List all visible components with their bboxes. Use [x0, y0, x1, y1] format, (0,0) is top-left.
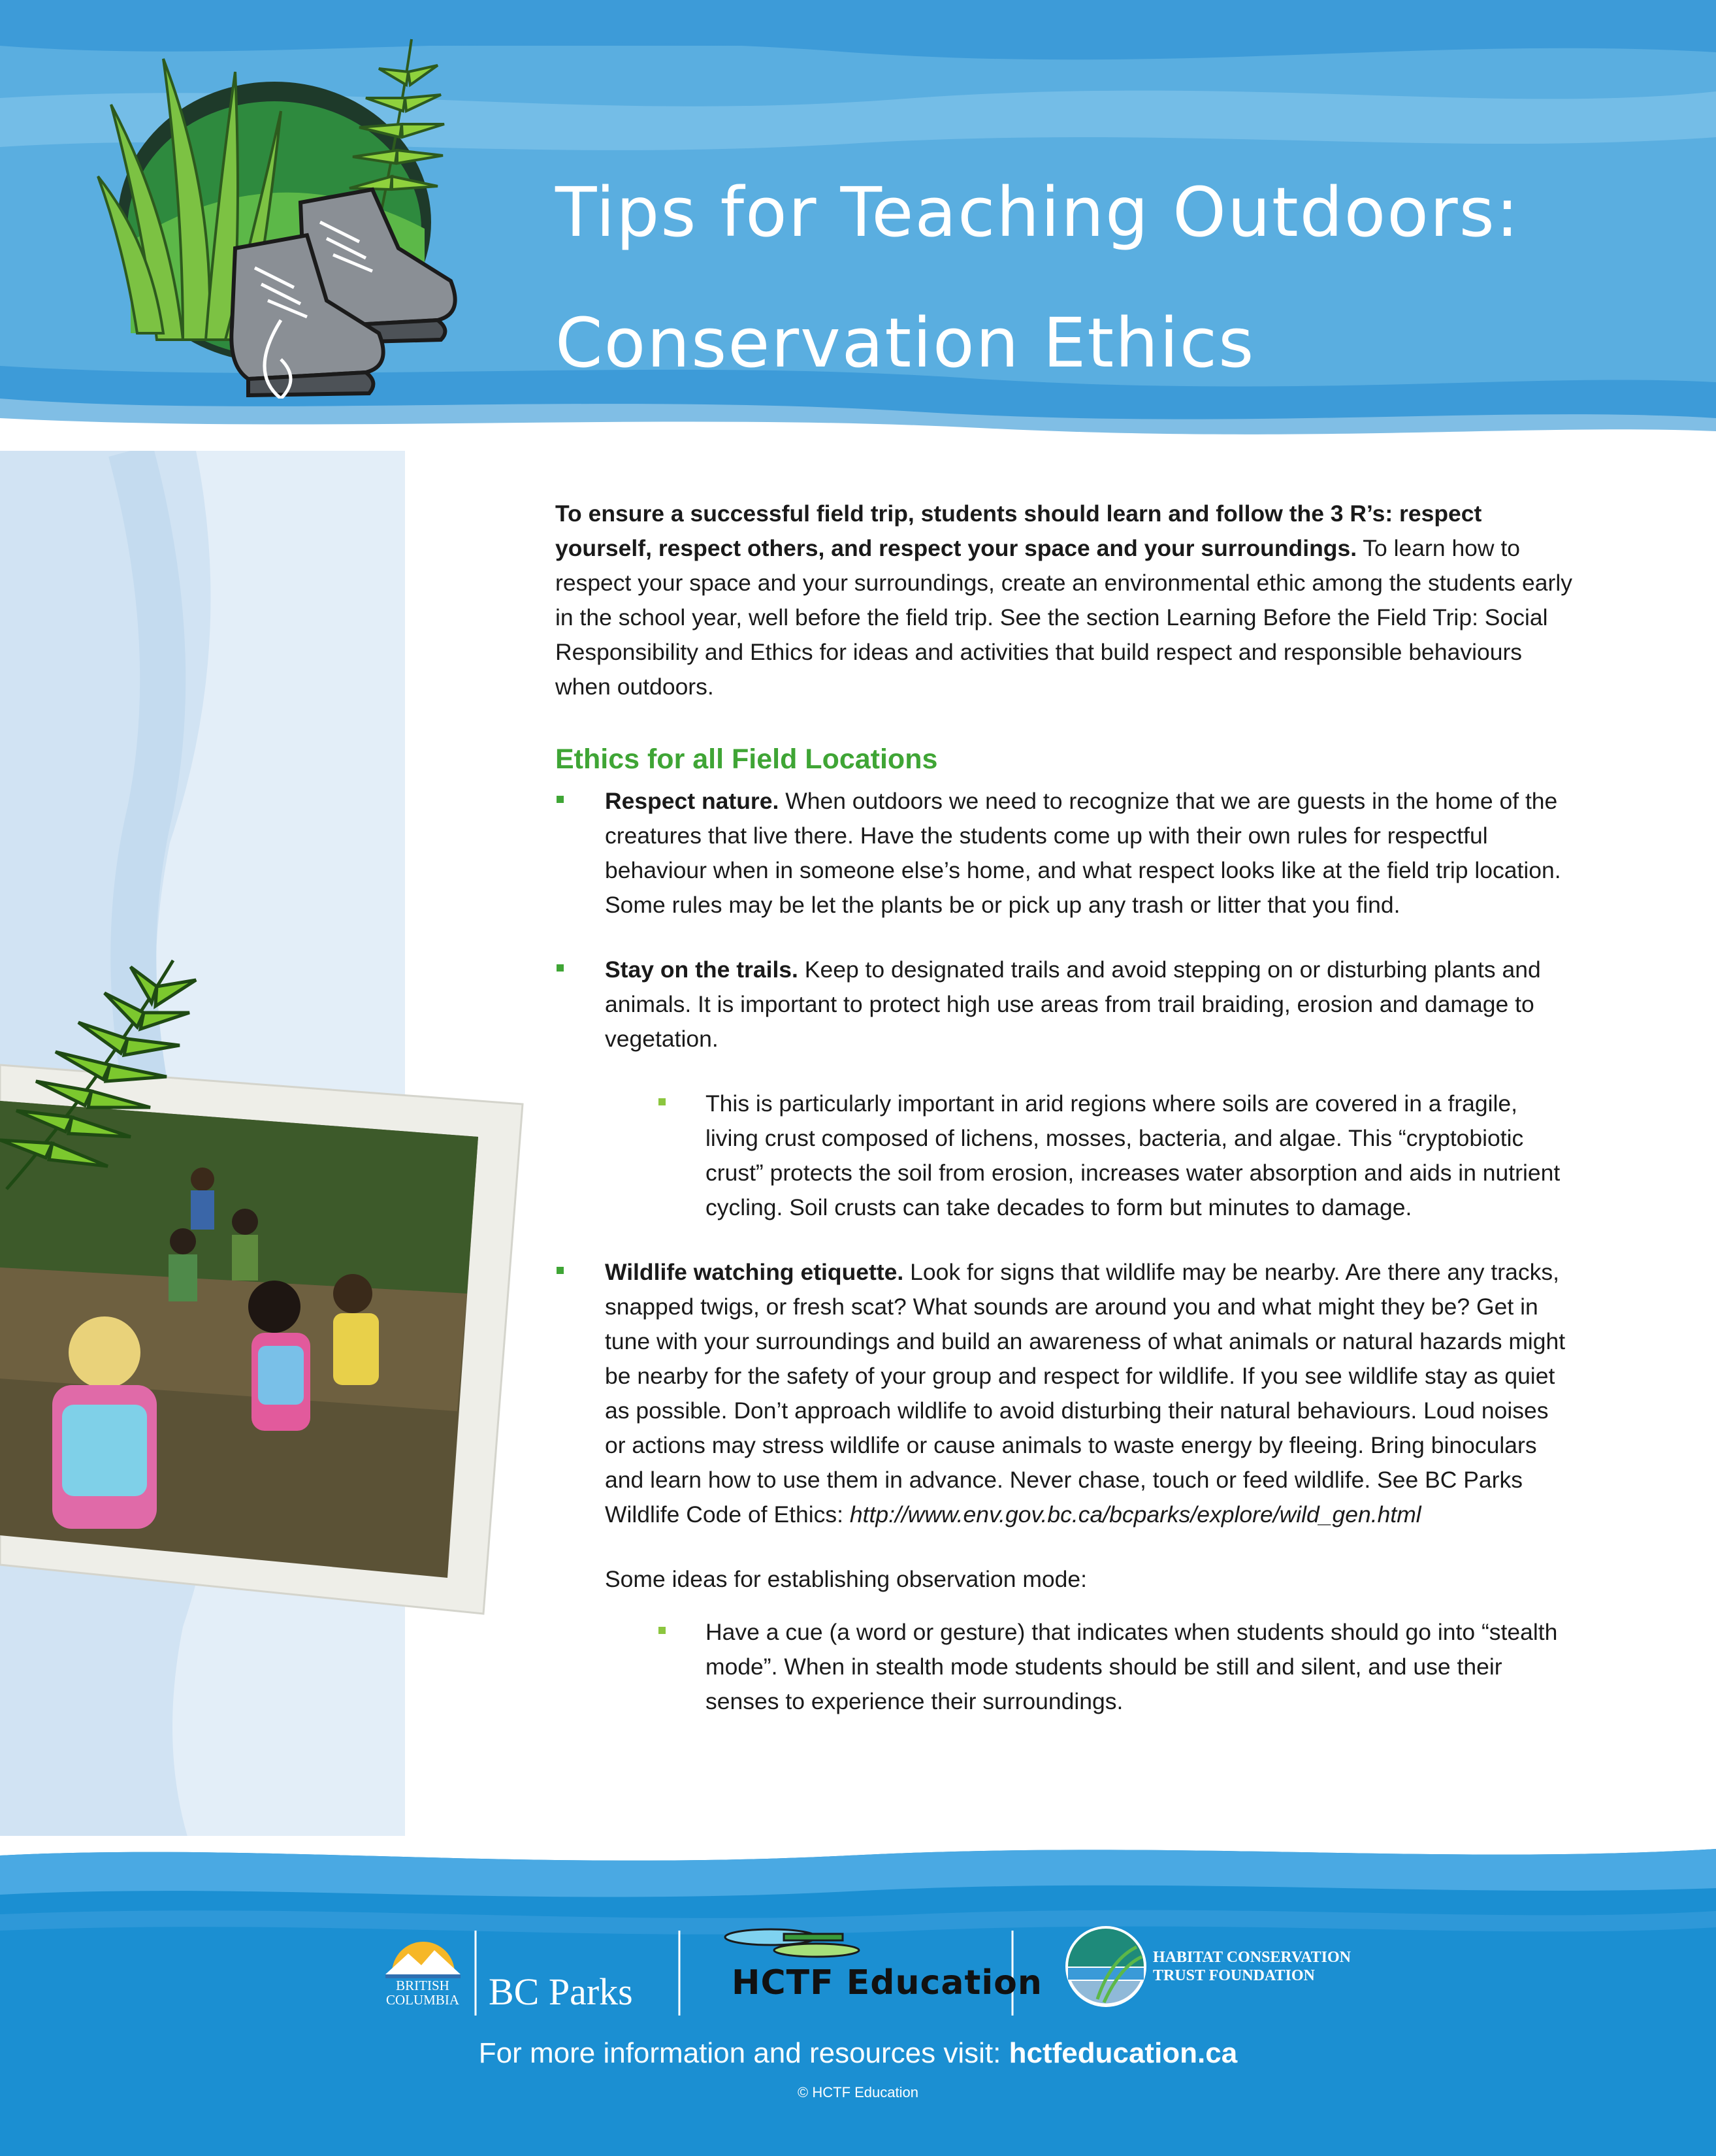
sub-item-text: This is particularly important in arid regions where soils are covered in a fragile, living crust composed of lichens, mosses, bacteria, and algae. This “cryptobiotic crust” protects the soil from erosion, increases water absorption and aids in nutrient cycling. Soil crusts can take decades to form but minutes to damage. [705, 1090, 1561, 1220]
british-columbia-wordmark: BRITISH COLUMBIA [385, 1978, 459, 2008]
bullet-icon [557, 1267, 564, 1274]
page-title [555, 147, 1535, 408]
item-title: Wildlife watching etiquette. [605, 1259, 904, 1285]
title-line-2: Conservation Ethics [555, 303, 1255, 383]
intro-text: To learn how to respect your space and your surroundings, create an environmental ethic among the students early in the school year, well before the field trip. See the section Learning Before the Field Trip: Social Responsibility and Ethics for ideas and activities that build respect and responsible behaviours when outdoors. [555, 535, 1572, 700]
item-text: Keep to designated trails and avoid stepping on or disturbing plants and animals. It is important to protect high use areas from trail braiding, erosion and damage to vegetation. [605, 956, 1541, 1052]
sub-item-cryptobiotic-crust [555, 1086, 1574, 1225]
intro-paragraph [555, 497, 1574, 704]
intro-bold: To ensure a successful field trip, students should learn and follow the 3 R’s: respect yourself, respect others, and respect your space and your surroundings. [555, 500, 1482, 561]
item-text: Look for signs that wildlife may be nearby. Are there any tracks, snapped twigs, or fresh scat? What sounds are around you and what might they be? Get in tune with your surroundings and build an awareness of what animals or natural hazards might be nearby for the safety of your group and respect for wildlife. If you see wildlife stay as quiet as possible. Don’t approach wildlife to avoid disturbing their natural behaviours. Loud noises or actions may stress wildlife or cause animals to waste energy by fleeing. Bring binoculars and learn how to use them in advance. Never chase, touch or feed wildlife. See BC Parks Wildlife Code of Ethics: [605, 1259, 1566, 1527]
bc-emblem [385, 1942, 461, 1978]
header-banner [0, 0, 1716, 457]
habitat-line-2: TRUST FOUNDATION [1153, 1967, 1315, 1984]
sub-bullet-icon [658, 1627, 666, 1634]
hctf-education-wordmark: HCTF Education [732, 1963, 1043, 2002]
bullet-icon [557, 964, 564, 972]
bc-parks-wordmark: BC Parks [489, 1970, 633, 2013]
item-title: Respect nature. [605, 788, 779, 814]
field-trip-photo [0, 954, 536, 1633]
visit-text: For more information and resources visit: [478, 2037, 1009, 2069]
observation-mode-intro: Some ideas for establishing observation mode: [605, 1566, 1088, 1592]
bullet-icon [557, 796, 564, 803]
visit-link[interactable]: hctfeducation.ca [1009, 2037, 1238, 2069]
sub-bullet-icon [658, 1098, 666, 1105]
item-text: When outdoors we need to recognize that we are guests in the home of the creatures that live there. Have the students come up with their own rules for respectful behaviour when in someone else’s home, and what respect looks like at the field trip location. Some rules may be let the plants be or pick up any trash or litter that you find. [605, 788, 1561, 918]
sub-item-stealth-mode [555, 1615, 1574, 1719]
list-item-stay-on-trails [555, 953, 1574, 1056]
hctf-circle-logo [1065, 1926, 1146, 2007]
list-item-respect-nature [555, 784, 1574, 923]
habitat-line-1: HABITAT CONSERVATION [1153, 1949, 1352, 1966]
item-title: Stay on the trails. [605, 956, 798, 983]
dragonfly-icon [725, 1929, 859, 1957]
hiking-boots-illustration [85, 33, 477, 399]
section-heading: Ethics for all Field Locations [555, 743, 938, 775]
copyright-text: © HCTF Education [798, 2084, 918, 2100]
list-item-wildlife-etiquette [555, 1255, 1574, 1532]
habitat-conservation-wordmark [1153, 1948, 1351, 1985]
wildlife-code-link[interactable]: http://www.env.gov.bc.ca/bcparks/explore/wild_gen.html [849, 1501, 1421, 1527]
footer-visit-text [0, 2037, 1716, 2070]
main-content [555, 497, 1574, 1749]
sub-item-text: Have a cue (a word or gesture) that indicates when students should go into “stealth mode”. When in stealth mode students should be still and silent, and use their senses to experience their surroundings. [705, 1619, 1558, 1714]
title-line-1: Tips for Teaching Outdoors: [555, 172, 1520, 252]
